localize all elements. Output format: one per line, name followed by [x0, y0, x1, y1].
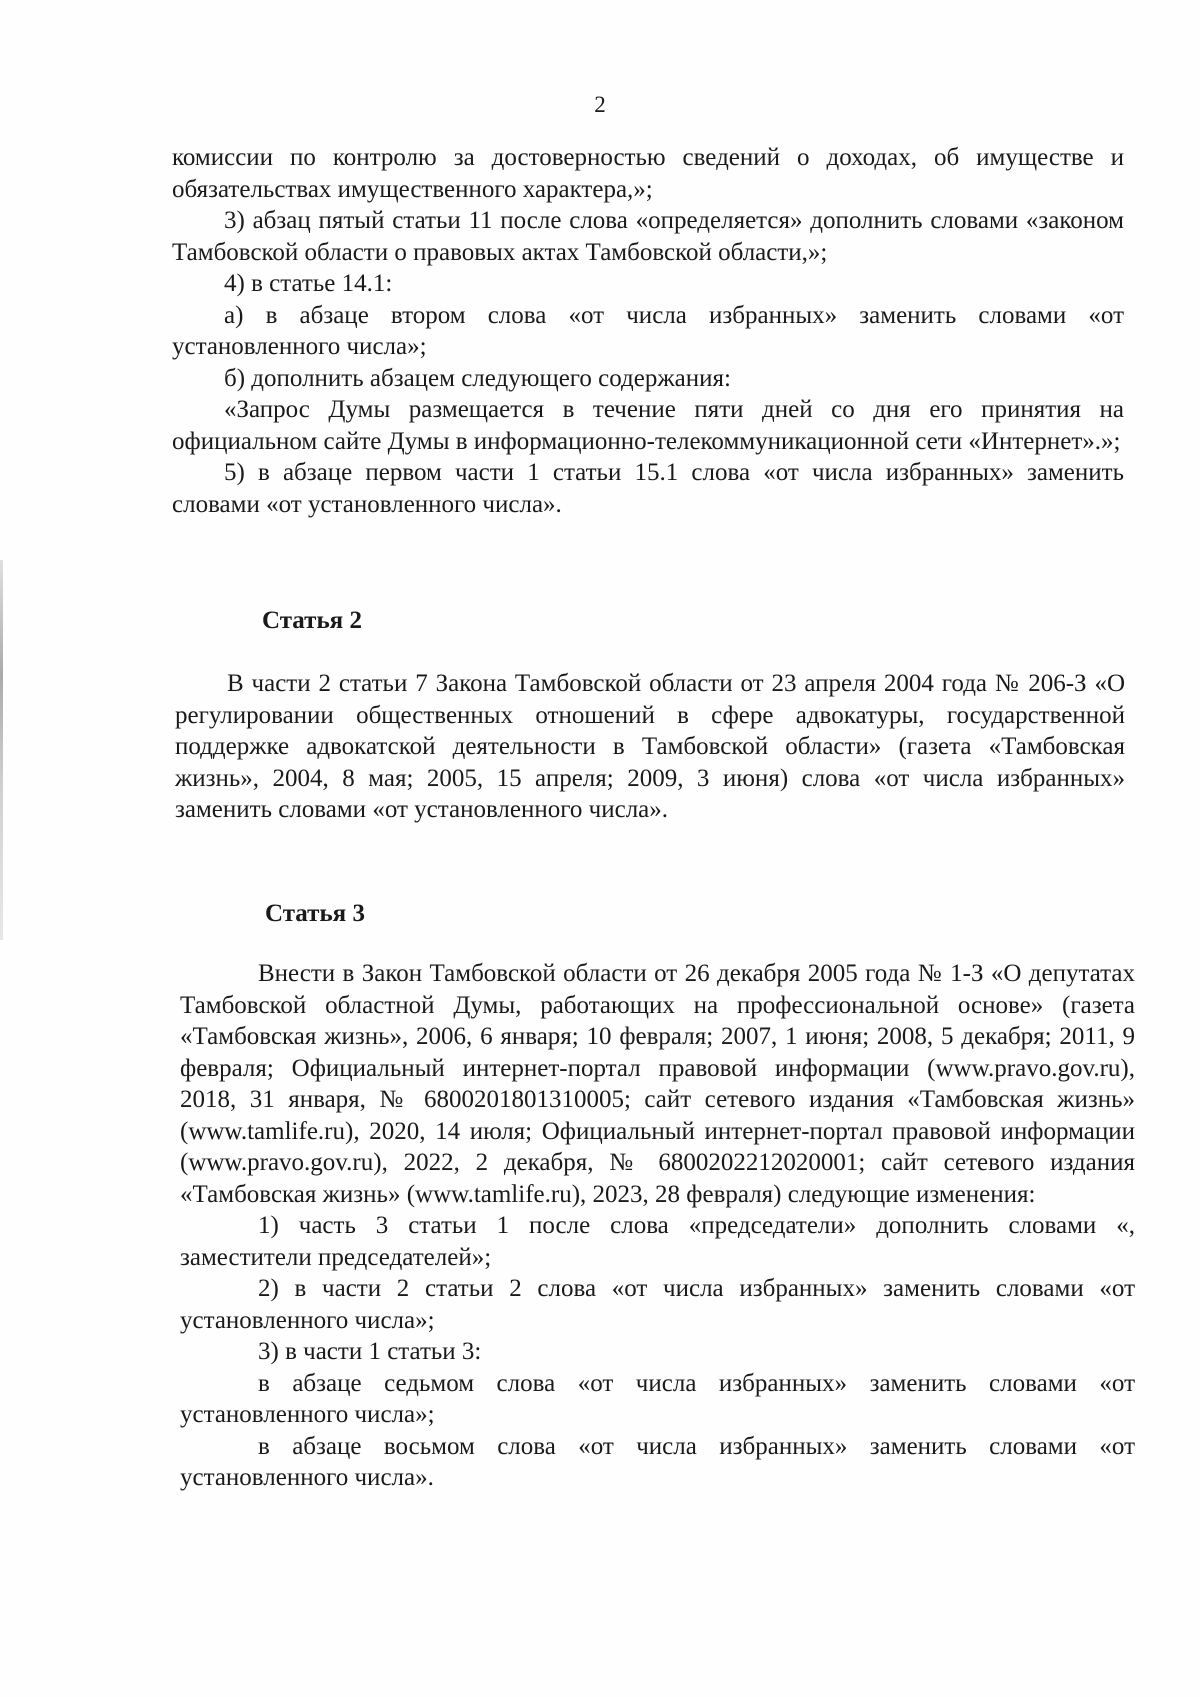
- paragraph: 3) в части 1 статьи 3:: [258, 1338, 482, 1365]
- paragraph: в абзаце седьмом слова «от числа избранных» заменить словами «от установленного числа»;: [180, 1369, 1135, 1428]
- paragraph: «Запрос Думы размещается в течение пяти дней со дня его принятия на официальном сайте Думы в информационно-телекоммуникационной сети «Интернет».»;: [172, 396, 1124, 455]
- article-3-body: [180, 958, 1135, 1494]
- paragraph: 1) часть 3 статьи 1 после слова «председатели» дополнить словами «, заместители председателей»;: [180, 1212, 1135, 1271]
- paragraph: в абзаце восьмом слова «от числа избранных» заменить словами «от установленного числа».: [180, 1432, 1135, 1491]
- paragraph: Внести в Закон Тамбовской области от 26 декабря 2005 года № 1-З «О депутатах Тамбовской областной Думы, работающих на профессиональной основе» (газета «Тамбовская жизнь», 2006, 6 января; 10 февраля; 2007, 1 июня; 2008, 5 декабря; 2011, 9 февраля; Официальный интернет-портал правовой информации (www.pravo.gov.ru), 2018, 31 января, № 6800201801310005; сайт сетевого издания «Тамбовская жизнь» (www.tamlife.ru), 2020, 14 июля; Официальный интернет-портал правовой информации (www.pravo.gov.ru), 2022, 2 декабря, № 6800202212020001; сайт сетевого издания «Тамбовская жизнь» (www.tamlife.ru), 2023, 28 февраля) следующие изменения:: [180, 960, 1135, 1208]
- paragraph: 4) в статье 14.1:: [224, 270, 393, 297]
- paragraph: комиссии по контролю за достоверностью сведений о доходах, об имуществе и обязательствах имущественного характера,»;: [172, 144, 1124, 203]
- paragraph: В части 2 статьи 7 Закона Тамбовской области от 23 апреля 2004 года № 206-З «О регулировании общественных отношений в сфере адвокатуры, государственной поддержке адвокатской деятельности в Тамбовской области» (газета «Тамбовская жизнь», 2004, 8 мая; 2005, 15 апреля; 2009, 3 июня) слова «от числа избранных» заменить словами «от установленного числа».: [175, 670, 1125, 823]
- scan-edge-shadow: [0, 560, 3, 940]
- article-3-heading: Статья 3: [265, 900, 365, 927]
- article-2-heading: Статья 2: [262, 607, 362, 634]
- page-number: 2: [594, 92, 606, 117]
- paragraph: б) дополнить абзацем следующего содержания:: [224, 364, 731, 392]
- paragraph: 2) в части 2 статьи 2 слова «от числа избранных» заменить словами «от установленного числа»;: [180, 1275, 1135, 1334]
- article-2-body: [175, 668, 1125, 826]
- paragraph: 3) абзац пятый статьи 11 после слова «определяется» дополнить словами «законом Тамбовской области о правовых актах Тамбовской области,»;: [172, 207, 1124, 266]
- amendments-continuation: [172, 142, 1124, 520]
- paragraph: а) в абзаце втором слова «от числа избранных» заменить словами «от установленного числа»;: [172, 301, 1124, 360]
- paragraph: 5) в абзаце первом части 1 статьи 15.1 слова «от числа избранных» заменить словами «от установленного числа».: [172, 459, 1124, 518]
